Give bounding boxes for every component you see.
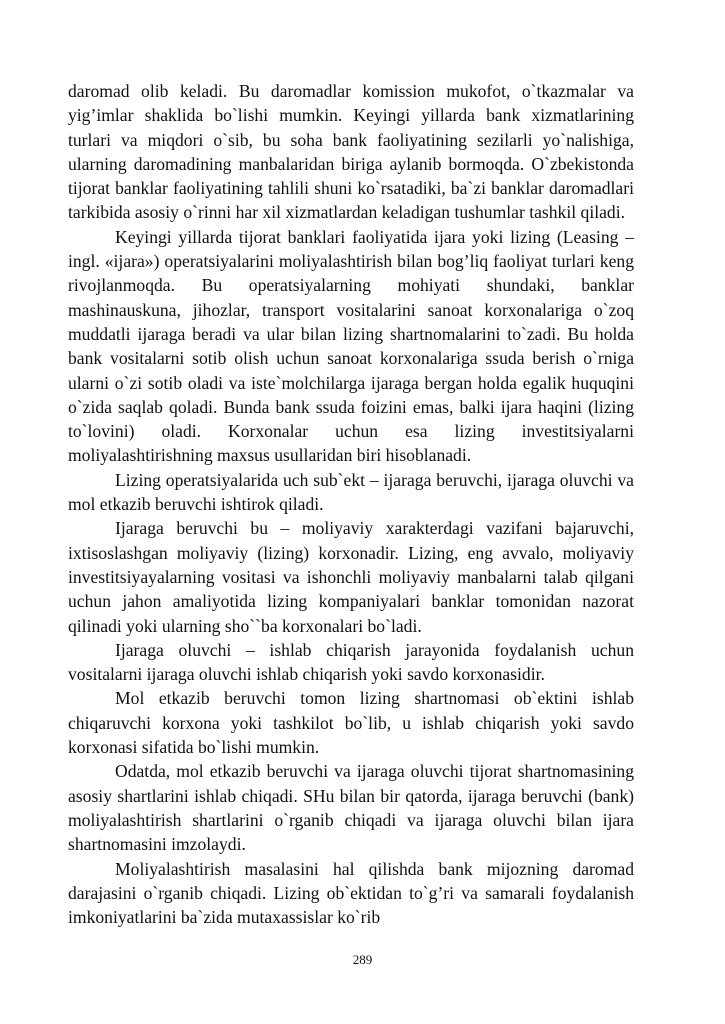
page-body-text [68, 79, 634, 929]
paragraph-leasing-operations: Keyingi yillarda tijorat banklari faoliyatida ijara yoki lizing (Leasing – ingl. «ijara») operatsiyalarini moliyalashtirish bilan bog’liq faoliyat turlari keng rivojlanmoqda. Bu operatsiyalarning mohiyati shundaki, banklar mashinauskuna, jihozlar, transport vositalarini sanoat korxonalariga o`zoq muddatli ijaraga beradi va ular bilan lizing shartnomalarini to`zadi. Bu holda bank vositalarni sotib olish uchun sanoat korxonalariga ssuda berish o`rniga ularni o`zi sotib oladi va iste`molchilarga ijaraga bergan holda egalik huquqini o`zida saqlab qoladi. Bunda bank ssuda foizini emas, balki ijara haqini (lizing to`lovini) oladi. Korxonalar uchun esa lizing investitsiyalarni moliyalashtirishning maxsus usullaridan biri hisoblanadi. [68, 226, 634, 466]
paragraph-lessee: Ijaraga oluvchi – ishlab chiqarish jarayonida foydalanish uchun vositalarni ijaraga oluvchi ishlab chiqarish yoki savdo korxonasidir. [68, 639, 634, 685]
paragraph-continuation: daromad olib keladi. Bu daromadlar komission mukofot, o`tkazmalar va yig’imlar shaklida bo`lishi mumkin. Keyingi yillarda bank xizmatlarining turlari va miqdori o`sib, bu soha bank faoliyatining sezilarli yo`nalishiga, ularning daromadining manbalaridan biriga aylanib bormoqda. O`zbekistonda tijorat banklar faoliyatining tahlili shuni ko`rsatadiki, ba`zi banklar daromadlari tarkibida asosiy o`rinni har xil xizmatlardan keladigan tushumlar tashkil qiladi. [68, 81, 634, 223]
paragraph-lessor: Ijaraga beruvchi bu – moliyaviy xarakterdagi vazifani bajaruvchi, ixtisoslashgan moliyaviy (lizing) korxonadir. Lizing, eng avvalo, moliyaviy investitsiyayalarning vositasi va ishonchli moliyaviy manbalarni talab qilgani uchun jahon amaliyotida lizing kompaniyalari banklar tomonidan nazorat qilinadi yoki ularning sho``ba korxonalari bo`ladi. [68, 518, 634, 636]
paragraph-financing: Moliyalashtirish masalasini hal qilishda bank mijozning daromad darajasini o`rganib chiqadi. Lizing ob`ektidan to`g’ri va samarali foydalanish imkoniyatlarini ba`zida mutaxassislar ko`rib [68, 858, 634, 928]
paragraph-supplier: Mol etkazib beruvchi tomon lizing shartnomasi ob`ektini ishlab chiqaruvchi korxona yoki tashkilot bo`lib, u ishlab chiqarish yoki savdo korxonasi sifatida bo`lishi mumkin. [68, 688, 634, 758]
paragraph-leasing-subjects: Lizing operatsiyalarida uch sub`ekt – ijaraga beruvchi, ijaraga oluvchi va mol etkazib beruvchi ishtirok qiladi. [68, 469, 634, 515]
page-number: 289 [352, 952, 373, 967]
paragraph-contract-terms: Odatda, mol etkazib beruvchi va ijaraga oluvchi tijorat shartnomasining asosiy shartlarini ishlab chiqadi. SHu bilan bir qatorda, ijaraga beruvchi (bank) moliyalashtirish shartlarini o`rganib chiqadi va ijaraga oluvchi bilan ijara shartnomasini imzolaydi. [68, 761, 634, 855]
